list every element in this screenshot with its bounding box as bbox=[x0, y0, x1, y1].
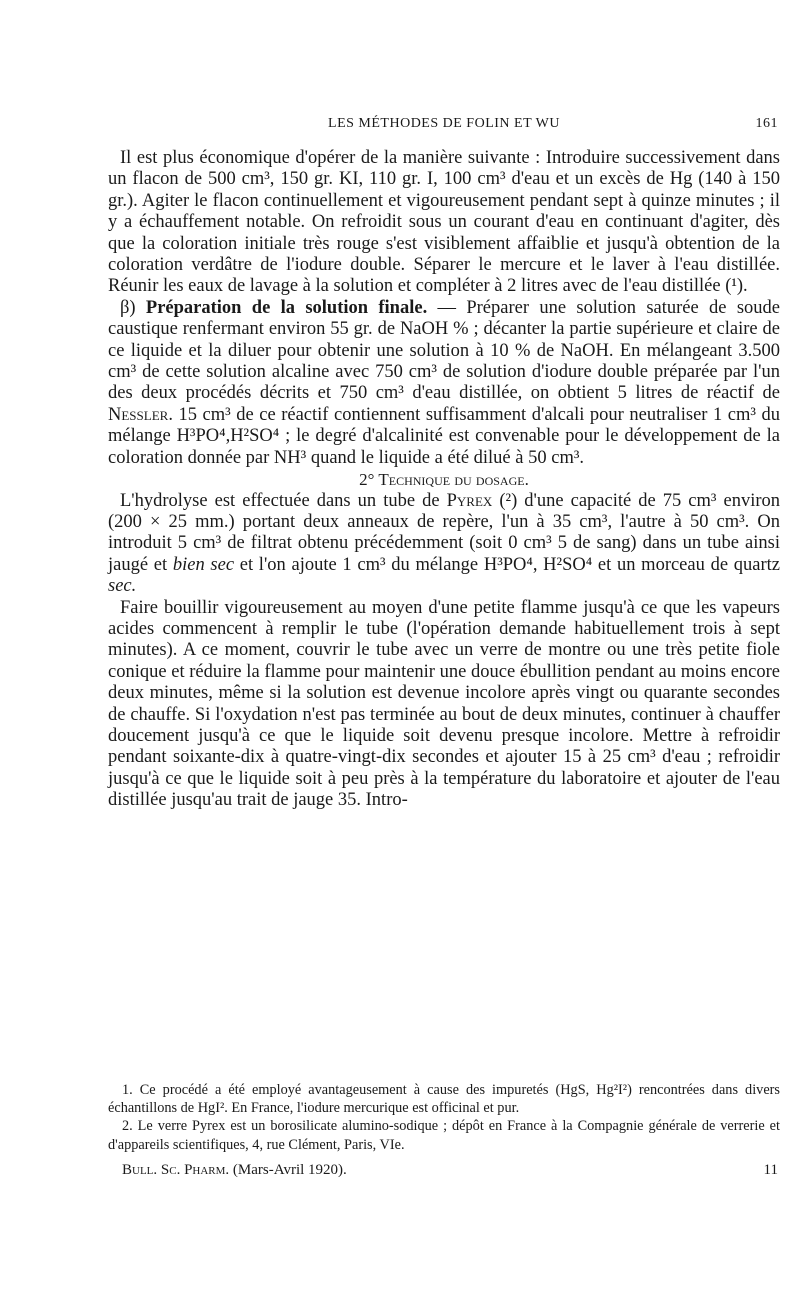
name-pyrex: Pyrex bbox=[446, 490, 493, 511]
paragraph-4: Faire bouillir vigoureusement au moyen d'une petite flamme jusqu'à ce que les vapeurs acides commencent à remplir le tube (l'opération demande habituellement trois à sept minutes). A ce moment, couvrir le tube avec un verre de montre ou une très petite fiole conique et réduire la flamme pour maintenir une douce ébullition pendant au moins encore deux minutes, même si la solution est devenue incolore après vingt ou quarante secondes de chauffe. Si l'oxydation n'est pas terminée au bout de deux minutes, continuer à chauffer doucement jusqu'à ce que le liquide soit devenu presque incolore. Mettre à refroidir pendant soixante-dix à quatre-vingt-dix secondes et ajouter 15 à 25 cm³ d'eau ; refroidir jusqu'à ce que le liquide soit à peu près à la température du laboratoire et ajouter de l'eau distillée jusqu'au trait de jauge 35. Intro- bbox=[108, 597, 780, 811]
paragraph-3: L'hydrolyse est effectuée dans un tube de Pyrex (²) d'une capacité de 75 cm³ environ (200 × 25 mm.) portant deux anneaux de repère, l'un à 35 cm³, l'autre à 50 cm³. On introduit 5 cm³ de filtrat obtenu précédemment (soit 0 cm³ 5 de sang) dans un tube ainsi jaugé et bien sec et l'on ajoute 1 cm³ du mélange H³PO⁴, H²SO⁴ et un morceau de quartz sec. bbox=[108, 490, 780, 597]
name-nessler: Nessler bbox=[108, 404, 169, 425]
paragraph-2-text-a: — Préparer une solution saturée de soude caustique renfermant environ 55 gr. de NaOH % ; décanter la partie supérieure et claire de ce liquide et la diluer pour obtenir une solution à 10 % de NaOH. En mélangeant 3.500 cm³ de cette solution alcaline avec 750 cm³ de solution d'iodure double préparée par l'un des deux procédés décrits et 750 cm³ d'eau distillée, on obtient 5 litres de réactif de bbox=[108, 297, 780, 404]
paragraph-1: Il est plus économique d'opérer de la manière suivante : Introduire successivement dans un flacon de 500 cm³, 150 gr. KI, 110 gr. I, 100 cm³ d'eau et un excès de Hg (140 à 150 gr.). Agiter le flacon continuellement et vigoureusement pendant sept à quinze minutes ; il y a échauffement notable. On refroidit sous un courant d'eau en continuant d'agiter, dès que la coloration initiale très rouge s'est visiblement affaiblie et jusqu'à obtention de la coloration verdâtre de l'iodure double. Séparer le mercure et le laver à l'eau distillée. Réunir les eaux de lavage à la solution et compléter à 2 litres avec de l'eau distillée (¹). bbox=[108, 148, 780, 297]
main-text bbox=[108, 148, 780, 812]
italic-sec: sec. bbox=[108, 576, 137, 597]
italic-bien-sec: bien sec bbox=[172, 554, 235, 575]
paragraph-2-text-b: . 15 cm³ de ce réactif contiennent suffisamment d'alcali pour neutraliser 1 cm³ du mélange H³PO⁴,H²SO⁴ ; le degré d'alcalinité est convenable pour le développement de la coloration donnée par NH³ quand le liquide a été dilué à 50 cm³. bbox=[108, 404, 780, 468]
footnotes bbox=[108, 1081, 780, 1154]
page-number: 161 bbox=[755, 116, 778, 131]
journal-citation: Bull. Sc. Pharm. (Mars-Avril 1920). bbox=[122, 1162, 347, 1178]
running-title: LES MÉTHODES DE FOLIN ET WU bbox=[328, 116, 560, 131]
footnote-2: 2. Le verre Pyrex est un borosilicate alumino-sodique ; dépôt en France à la Compagnie générale de verrerie et d'appareils scientifiques, 4, rue Clément, Paris, VIe. bbox=[108, 1118, 780, 1153]
paragraph-2 bbox=[108, 298, 780, 469]
footnote-1: 1. Ce procédé a été employé avantageusement à cause des impuretés (HgS, Hg²I²) rencontrées dans divers échantillons de HgI². En France, l'iodure mercurique est officinal et pur. bbox=[108, 1082, 780, 1117]
signature-number: 11 bbox=[763, 1162, 778, 1178]
running-header bbox=[108, 116, 780, 140]
section-title: 2° Technique du dosage. bbox=[359, 470, 529, 490]
list-marker-beta: β) bbox=[120, 297, 146, 318]
subheading-solution-finale: Préparation de la solution finale. bbox=[145, 297, 428, 318]
